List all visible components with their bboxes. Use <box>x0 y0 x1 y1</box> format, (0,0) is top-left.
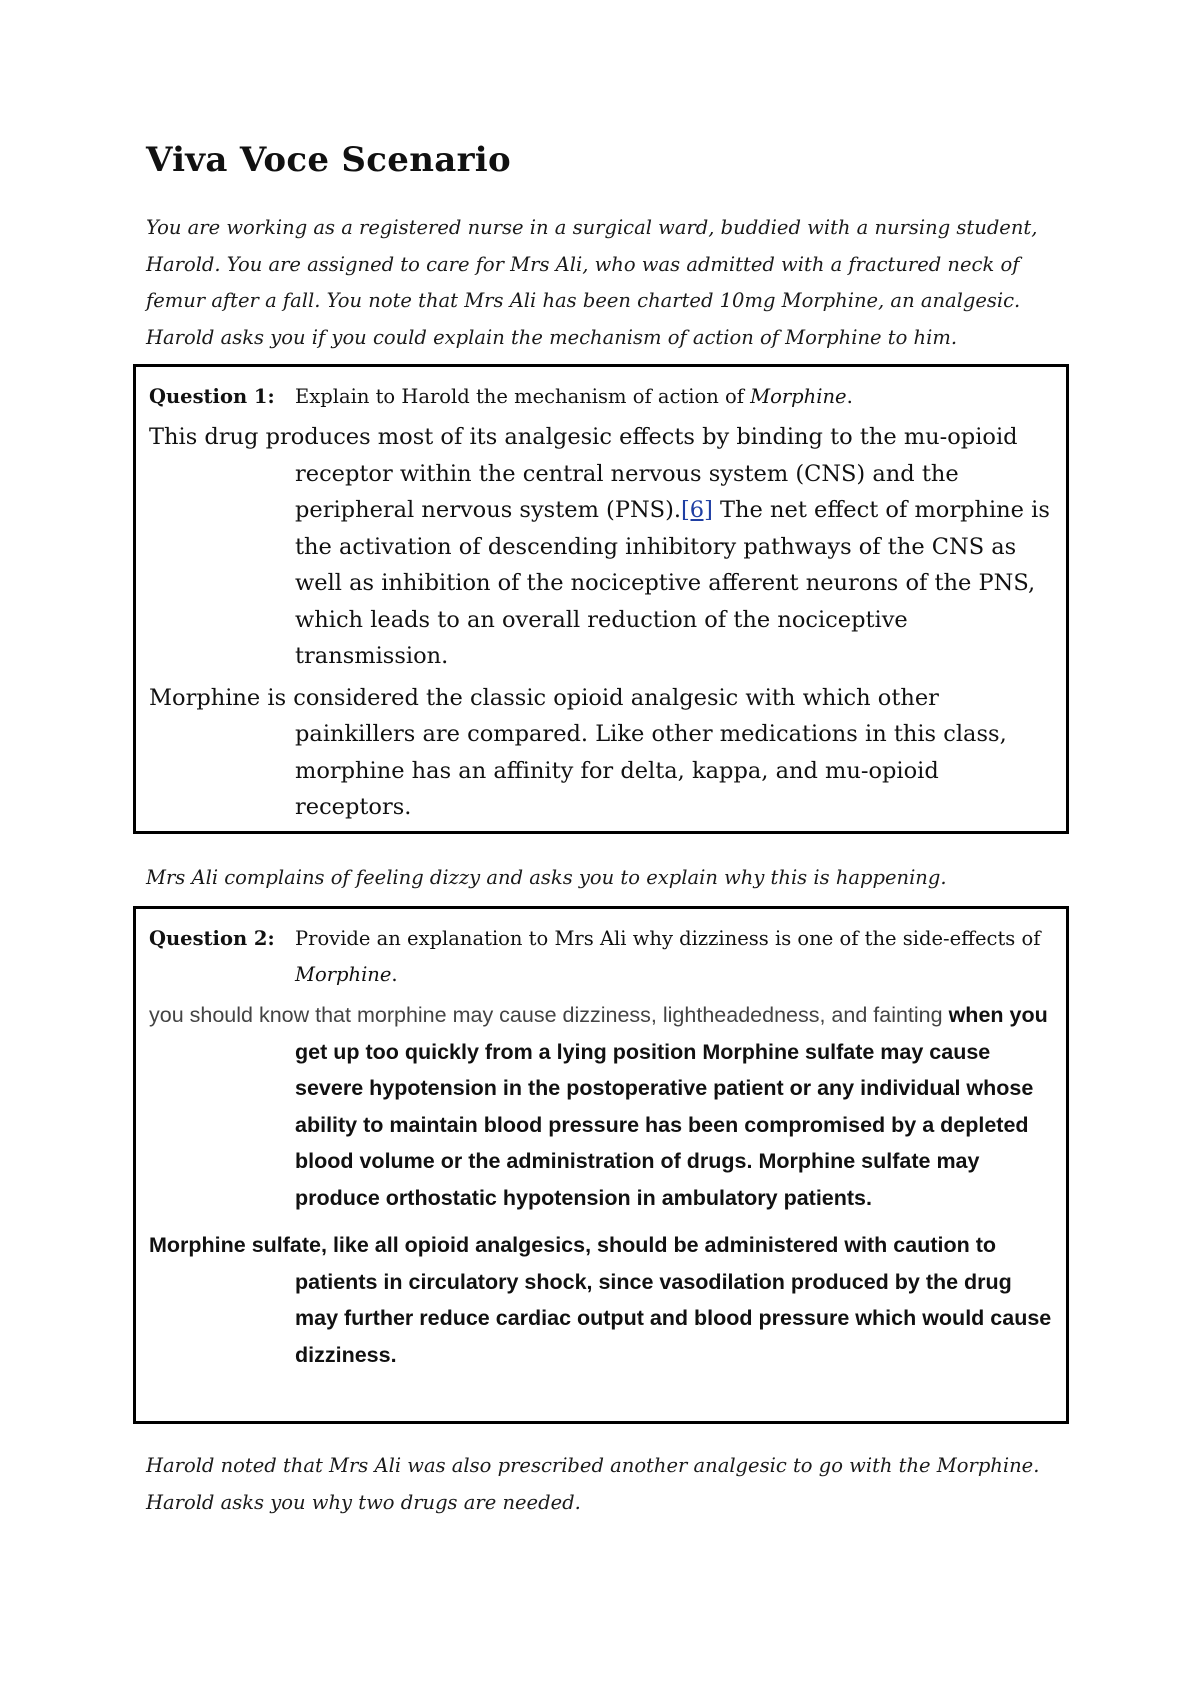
question-1-header <box>149 379 1052 415</box>
question-2-box <box>133 906 1069 1424</box>
reference-link[interactable]: [6] <box>681 497 713 523</box>
question-2-label: Question 2: <box>149 927 275 950</box>
answer-1-paragraph-2: Morphine is considered the classic opioid analgesic with which other painkillers are compared. Like other medications in this class, morphine has an affinity for delta, kappa, and mu-opioid receptors. <box>149 684 1007 820</box>
question-2-text: Provide an explanation to Mrs Ali why dizziness is one of the side-effects of Morphine. <box>295 927 1041 986</box>
answer-2-paragraph-1: you should know that morphine may cause dizziness, lightheadedness, and fainting when you get up too quickly from a lying position Morphine sulfate may cause severe hypotension in the postoperative patient or any individual whose ability to maintain blood pressure has been compromised by a depleted blood volume or the administration of drugs. Morphine sulfate may produce orthostatic hypotension in ambulatory patients. <box>149 1003 1048 1210</box>
question-1-label: Question 1: <box>149 385 275 408</box>
scenario-intro: You are working as a registered nurse in a surgical ward, buddied with a nursing student, Harold. You are assigned to care for Mrs Ali, who was admitted with a fractured neck of femur after a fall. You note that Mrs Ali has been charted 10mg Morphine, an analgesic. Harold asks you if you could explain the mechanism of action of Morphine to him. <box>146 216 1038 349</box>
page-title: Viva Voce Scenario <box>146 140 511 180</box>
question-1-text: Explain to Harold the mechanism of action of Morphine. <box>295 385 853 408</box>
question-2-header <box>149 921 1052 993</box>
question-1-box <box>133 364 1069 834</box>
dizziness-complaint: Mrs Ali complains of feeling dizzy and asks you to explain why this is happening. <box>146 866 947 889</box>
answer-2-paragraph-2: Morphine sulfate, like all opioid analgesics, should be administered with caution to patients in circulatory shock, since vasodilation produced by the drug may further reduce cardiac output and blood pressure which would cause dizziness. <box>149 1233 1052 1367</box>
closing-scenario: Harold noted that Mrs Ali was also prescribed another analgesic to go with the Morphine. Harold asks you why two drugs are needed. <box>146 1454 1040 1514</box>
answer-1-paragraph-1: This drug produces most of its analgesic effects by binding to the mu-opioid receptor within the central nervous system (CNS) and the peripheral nervous system (PNS).[6] The net effect of morphine is the activation of descending inhibitory pathways of the CNS as well as inhibition of the nociceptive afferent neurons of the PNS, which leads to an overall reduction of the nociceptive transmission. <box>149 424 1050 669</box>
